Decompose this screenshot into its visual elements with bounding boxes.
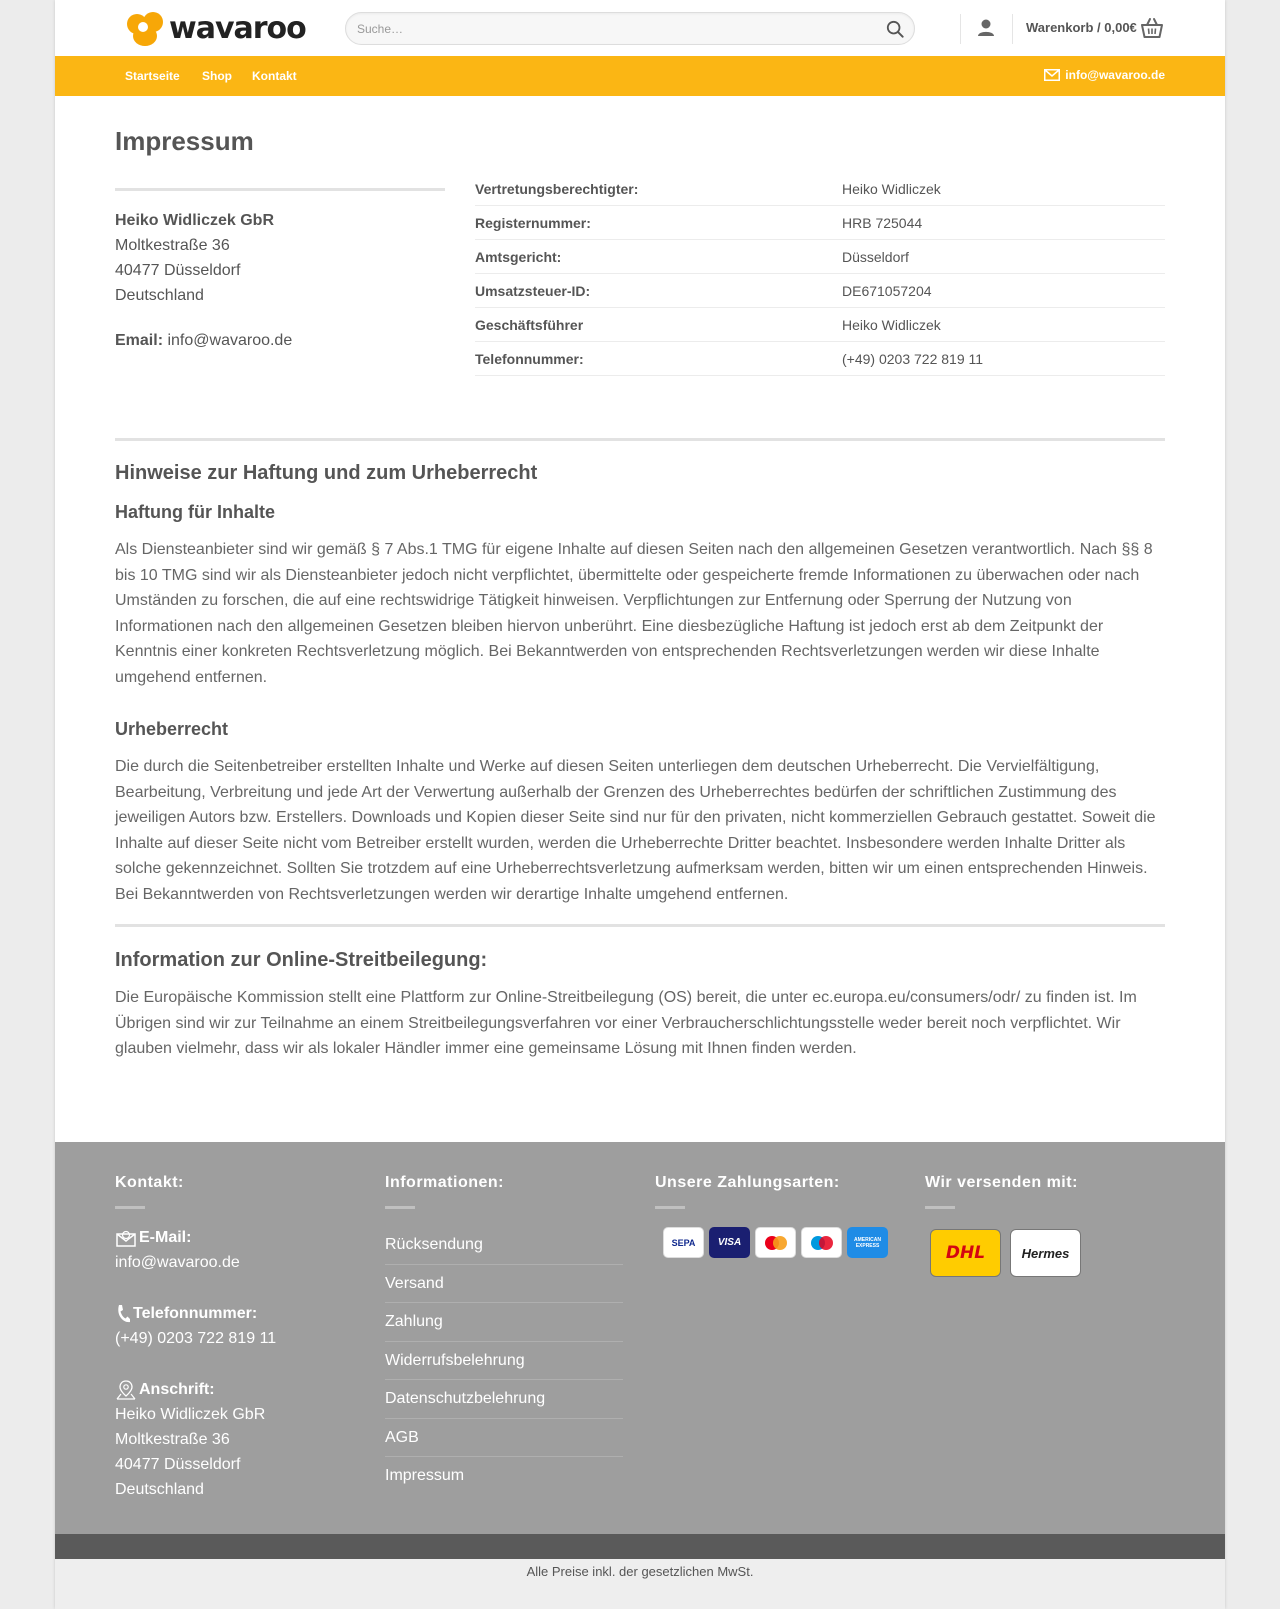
footer-payment-column [655, 1174, 888, 1258]
footer-email-block [115, 1225, 355, 1275]
company-address [115, 208, 274, 308]
odr-text: Die Europäische Kommission stellt eine Plattform zur Online-Streitbeilegung (OS) bereit, die unter ec.europa.eu/consumers/odr/ zu finden ist. Im Übrigen sind wir zur Teilnahme an einem Streitbeilegungsverfahren vor einer Verbraucherschlichtungsstelle weder bereit noch verpflichtet. Wir glauben vielmehr, dass wir als lokaler Händler immer eine gemeinsame Lösung mit Ihnen finden werden. [115, 989, 1137, 1057]
footer-link-datenschutzbelehrung[interactable]: Datenschutzbelehrung [385, 1380, 623, 1419]
dhl-logo [930, 1229, 1001, 1277]
header-divider [960, 14, 961, 44]
footer-phone-label-wrap [115, 1301, 355, 1326]
visa-icon [709, 1227, 750, 1258]
payment-methods [663, 1227, 888, 1258]
nav-item-startseite[interactable]: Startseite [125, 69, 180, 83]
company-email [115, 332, 292, 350]
phone-icon [115, 1304, 131, 1324]
footer-link-impressum[interactable]: Impressum [385, 1467, 465, 1484]
email-label: Email: [115, 332, 164, 349]
content-liability-title: Haftung für Inhalte [115, 502, 275, 522]
section-divider [115, 438, 1165, 441]
row-value: HRB 725044 [842, 214, 923, 231]
footer-address-line: Moltkestraße 36 [115, 1431, 230, 1448]
site-header [55, 0, 1225, 56]
email-value[interactable]: info@wavaroo.de [167, 332, 293, 349]
footer-phone-block [115, 1301, 355, 1351]
footer-address-block [115, 1377, 355, 1502]
logo-mark-icon [125, 8, 165, 48]
site-logo[interactable] [125, 8, 306, 48]
table-row [475, 274, 1165, 308]
shipping-carriers [930, 1229, 1081, 1277]
footer-email-label-wrap [115, 1225, 355, 1250]
address-country: Deutschland [115, 287, 204, 304]
footer-email-value[interactable]: info@wavaroo.de [115, 1254, 240, 1271]
mail-icon [115, 1229, 137, 1247]
row-value: DE671057204 [842, 282, 932, 299]
footer-link-ruecksendung[interactable]: Rücksendung [385, 1226, 623, 1265]
row-key: Amtsgericht: [475, 248, 562, 265]
footer-link-widerrufsbelehrung[interactable]: Widerrufsbelehrung [385, 1342, 623, 1381]
visa-label: VISA [717, 1237, 742, 1248]
table-row [475, 342, 1165, 376]
copyright-text: Die durch die Seitenbetreiber erstellten Inhalte und Werke auf diesen Seiten unterliegen dem deutschen Urheberrecht. Die Vervielfältigung, Bearbeitung, Verbreitung und jede Art der Verwertung außerhalb der Grenzen des Urheberrechtes bedürfen der schriftlichen Zustimmung des jeweiligen Autors bzw. Erstellers. Downloads und Kopien dieser Seite sind nur für den privaten, nicht kommerziellen Gebrauch gestattet. Soweit die Inhalte auf dieser Seite nicht vom Betreiber erstellt wurden, werden die Urheberrechte Dritter beachtet. Insbesondere werden Inhalte Dritter als solche gekennzeichnet. Sollten Sie trotzdem auf eine Urheberrechtsverletzung aufmerksam werden, bitten wir um einen entsprechenden Hinweis. Bei Bekanntwerden von Rechtsverletzungen werden wir derartige Inhalte umgehend entfernen. [115, 758, 1156, 903]
footer-phone-label: Telefonnummer: [133, 1305, 258, 1322]
nav-email-text: info@wavaroo.de [1065, 68, 1165, 82]
copyright-title: Urheberrecht [115, 719, 229, 739]
section-divider [115, 924, 1165, 927]
content-liability-text: Als Diensteanbieter sind wir gemäß § 7 Abs.1 TMG für eigene Inhalte auf diesen Seiten nach den allgemeinen Gesetzen verantwortlich. Nach §§ 8 bis 10 TMG sind wir als Diensteanbieter jedoch nicht verpflichtet, übermittelte oder gespeicherte fremde Informationen zu überwachen oder nach Umständen zu forschen, die auf eine rechtswidrige Tätigkeit hinweisen. Verpflichtungen zur Entfernung oder Sperrung der Nutzung von Informationen nach den allgemeinen Gesetzen bleiben hiervon unberührt. Eine diesbezügliche Haftung ist jedoch erst ab dem Zeitpunkt der Kenntnis einer konkreten Rechtsverletzung möglich. Bei Bekanntwerden von entsprechenden Rechtsverletzungen werden wir diese Inhalte umgehend entfernen. [115, 541, 1153, 686]
row-key: Vertretungsberechtigter: [475, 180, 639, 197]
table-row [475, 308, 1165, 342]
vat-note: Alle Preise inkl. der gesetzlichen MwSt. [55, 1559, 1225, 1609]
hermes-logo [1010, 1229, 1081, 1277]
address-divider [115, 188, 445, 191]
footer-info-title: Informationen: [385, 1174, 504, 1191]
nav-item-shop[interactable]: Shop [202, 69, 232, 83]
amex-icon [847, 1227, 888, 1258]
maestro-icon [801, 1227, 842, 1258]
company-name: Heiko Widliczek GbR [115, 212, 274, 229]
footer-payment-title: Unsere Zahlungsarten: [655, 1174, 840, 1191]
odr-section-title: Information zur Online-Streitbeilegung: [115, 949, 488, 971]
site-footer [55, 1142, 1225, 1534]
nav-item-kontakt[interactable]: Kontakt [252, 69, 297, 83]
footer-shipping-title: Wir versenden mit: [925, 1174, 1078, 1191]
dhl-label: DHL [945, 1243, 986, 1263]
search-input[interactable] [346, 13, 846, 44]
footer-info-column [385, 1174, 623, 1496]
cart-label[interactable]: Warenkorb / 0,00€ [1026, 20, 1137, 35]
address-city: 40477 Düsseldorf [115, 262, 241, 279]
page-container [55, 0, 1225, 1609]
footer-address-label-wrap [115, 1377, 355, 1402]
sepa-icon [663, 1227, 704, 1258]
footer-title-underline [655, 1206, 685, 1209]
row-key: Registernummer: [475, 214, 591, 231]
search-box [345, 12, 915, 45]
hermes-label: Hermes [1021, 1245, 1070, 1261]
row-value: (+49) 0203 722 819 11 [842, 350, 984, 367]
logo-text: wavaroo [169, 10, 306, 46]
envelope-icon [1044, 69, 1060, 81]
table-row [475, 240, 1165, 274]
maestro-circles [809, 1235, 835, 1251]
row-value: Heiko Widliczek [842, 316, 941, 333]
page-title: Impressum [115, 126, 254, 156]
footer-title-underline [925, 1206, 955, 1209]
header-divider [1012, 14, 1013, 44]
footer-info-links [385, 1226, 623, 1496]
user-account-icon[interactable] [975, 17, 997, 39]
footer-link-versand[interactable]: Versand [385, 1265, 623, 1304]
row-key: Umsatzsteuer-ID: [475, 282, 591, 299]
footer-address-line: 40477 Düsseldorf [115, 1456, 241, 1473]
footer-bottom-bar [55, 1534, 1225, 1559]
liability-section-title: Hinweise zur Haftung und zum Urheberrecht [115, 462, 538, 484]
main-nav [55, 56, 1225, 96]
amex-label: AMERICAN EXPRESS [854, 1236, 881, 1249]
basket-icon[interactable] [1140, 16, 1164, 40]
table-row [475, 206, 1165, 240]
footer-address-label: Anschrift: [139, 1381, 215, 1398]
footer-address-line: Deutschland [115, 1481, 204, 1498]
footer-phone-value[interactable]: (+49) 0203 722 819 11 [115, 1330, 277, 1347]
table-row [475, 172, 1165, 206]
footer-shipping-column [925, 1174, 1081, 1277]
footer-link-agb[interactable]: AGB [385, 1419, 623, 1458]
footer-link-zahlung[interactable]: Zahlung [385, 1303, 623, 1342]
map-pin-icon [115, 1380, 137, 1400]
row-key: Telefonnummer: [475, 350, 584, 367]
footer-contact-title: Kontakt: [115, 1174, 184, 1191]
row-value: Heiko Widliczek [842, 180, 941, 197]
mastercard-icon [755, 1227, 796, 1258]
footer-address-line: Heiko Widliczek GbR [115, 1406, 266, 1423]
mastercard-circles [763, 1235, 789, 1251]
footer-title-underline [385, 1206, 415, 1209]
address-street: Moltkestraße 36 [115, 237, 230, 254]
footer-email-label: E-Mail: [139, 1229, 192, 1246]
footer-contact-column [115, 1174, 355, 1502]
footer-title-underline [115, 1206, 145, 1209]
sepa-label: SEPA [671, 1237, 696, 1248]
search-icon[interactable] [886, 20, 904, 38]
nav-email-link[interactable] [1044, 68, 1165, 82]
row-key: Geschäftsführer [475, 316, 584, 333]
row-value: Düsseldorf [842, 248, 909, 265]
company-info-table [475, 172, 1165, 376]
